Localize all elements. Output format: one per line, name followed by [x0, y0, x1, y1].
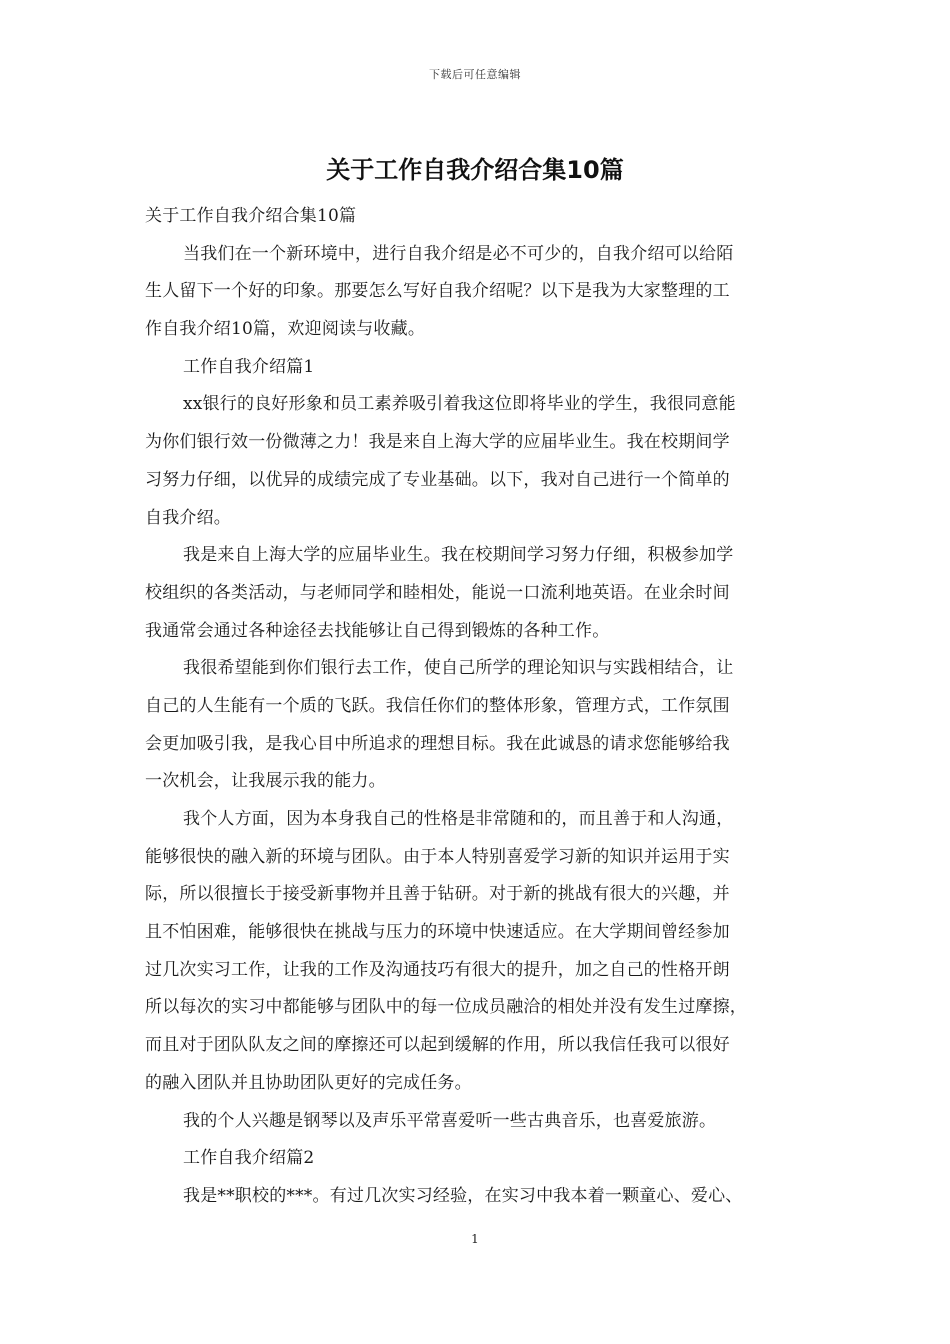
body-line: 的融入团队并且协助团队更好的完成任务。 — [145, 1072, 472, 1093]
body-line: 我是**职校的***。有过几次实习经验，在实习中我本着一颗童心、爱心、 — [183, 1185, 743, 1206]
body-line: 当我们在一个新环境中，进行自我介绍是必不可少的，自我介绍可以给陌 — [183, 243, 734, 264]
body-line: 际，所以很擅长于接受新事物并且善于钻研。对于新的挑战有很大的兴趣，并 — [145, 884, 730, 905]
body-line: 生人留下一个好的印象。那要怎么写好自我介绍呢？以下是我为大家整理的工 — [145, 281, 730, 302]
body-line: 为你们银行效一份微薄之力！我是来自上海大学的应届毕业生。我在校期间学 — [145, 432, 730, 453]
body-line: 关于工作自我介绍合集10篇 — [145, 206, 357, 226]
document-title: 关于工作自我介绍合集10篇 — [326, 156, 624, 184]
body-line: 我很希望能到你们银行去工作，使自己所学的理论知识与实践相结合，让 — [183, 658, 734, 679]
body-line: xx银行的良好形象和员工素养吸引着我这位即将毕业的学生，我很同意能 — [183, 394, 736, 415]
body-line: 作自我介绍10篇，欢迎阅读与收藏。 — [145, 319, 426, 340]
body-line: 习努力仔细，以优异的成绩完成了专业基础。以下，我对自己进行一个简单的 — [145, 469, 730, 490]
body-line: 一次机会，让我展示我的能力。 — [145, 771, 386, 792]
document-body — [145, 198, 807, 1216]
body-line: 能够很快的融入新的环境与团队。由于本人特别喜爱学习新的知识并运用于实 — [145, 846, 730, 867]
body-line: 我的个人兴趣是钢琴以及声乐平常喜爱听一些古典音乐，也喜爱旅游。 — [183, 1110, 717, 1131]
body-line: 校组织的各类活动，与老师同学和睦相处，能说一口流利地英语。在业余时间 — [145, 582, 730, 603]
body-line: 且不怕困难，能够很快在挑战与压力的环境中快速适应。在大学期间曾经参加 — [145, 922, 730, 943]
body-line: 我是来自上海大学的应届毕业生。我在校期间学习努力仔细，积极参加学 — [183, 545, 734, 566]
body-line: 过几次实习工作，让我的工作及沟通技巧有很大的提升，加之自己的性格开朗 — [145, 959, 730, 980]
body-line: 我通常会通过各种途径去找能够让自己得到锻炼的各种工作。 — [145, 620, 610, 641]
body-line: 所以每次的实习中都能够与团队中的每一位成员融洽的相处并没有发生过摩擦， — [145, 997, 747, 1018]
page-number: 1 — [471, 1232, 479, 1246]
header-note: 下载后可任意编辑 — [429, 68, 521, 81]
section-heading: 工作自我介绍篇1 — [183, 356, 315, 377]
body-line: 而且对于团队队友之间的摩擦还可以起到缓解的作用，所以我信任我可以很好 — [145, 1035, 730, 1056]
section-heading: 工作自我介绍篇2 — [183, 1148, 315, 1169]
body-line: 自我介绍。 — [145, 507, 231, 528]
body-line: 自己的人生能有一个质的飞跃。我信任你们的整体形象，管理方式，工作氛围 — [145, 695, 730, 716]
body-line: 我个人方面，因为本身我自己的性格是非常随和的，而且善于和人沟通， — [183, 809, 734, 829]
body-line: 会更加吸引我，是我心目中所追求的理想目标。我在此诚恳的请求您能够给我 — [145, 733, 730, 754]
